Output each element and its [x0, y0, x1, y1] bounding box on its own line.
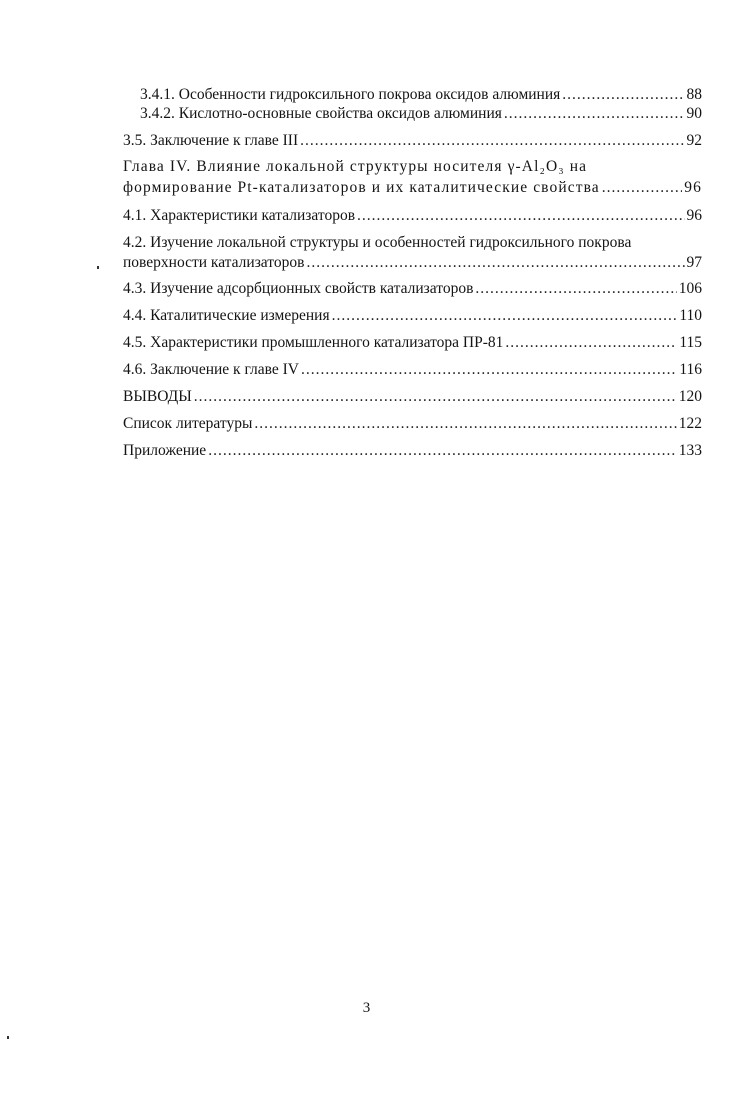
toc-entry-title: 3.5. Заключение к главе III — [123, 132, 299, 149]
toc-entry-title: поверхности катализаторов — [123, 254, 305, 271]
toc-entry-title: 3.4.2. Кислотно-основные свойства оксидов алюминия — [140, 105, 502, 122]
toc-entry-3-4-2[interactable] — [140, 104, 702, 124]
toc-entry-title: 4.6. Заключение к главе IV — [123, 361, 299, 378]
scan-speck — [7, 1036, 9, 1039]
toc-leader-dots — [332, 306, 678, 326]
toc-leader-dots — [301, 360, 677, 380]
toc-leader-dots — [357, 206, 684, 226]
toc-entry-3-5[interactable] — [123, 131, 702, 151]
toc-leader-dots — [300, 131, 684, 151]
toc-entry-4-4[interactable] — [123, 306, 702, 326]
toc-leader-dots — [504, 104, 685, 124]
toc-entry-page: 88 — [686, 86, 702, 103]
toc-entry-4-5[interactable] — [123, 333, 702, 353]
toc-leader-dots — [306, 253, 684, 273]
toc-leader-dots — [208, 441, 677, 461]
toc-entry-page: 106 — [678, 280, 702, 297]
toc-entry-4-3[interactable] — [123, 279, 702, 299]
toc-leader-dots — [505, 333, 677, 353]
toc-entry-3-4-1[interactable] — [140, 85, 702, 105]
toc-entry-page: 96 — [686, 207, 702, 224]
toc-entry-references[interactable] — [123, 414, 702, 434]
toc-entry-appendix[interactable] — [123, 441, 702, 461]
toc-entry-page: 122 — [678, 415, 702, 432]
toc-entry-title: 4.4. Каталитические измерения — [123, 307, 330, 324]
toc-leader-dots — [475, 279, 676, 299]
scan-speck — [97, 266, 99, 269]
page-number: 3 — [362, 1000, 371, 1016]
toc-entry-4-2[interactable] — [123, 253, 702, 273]
toc-chapter-4-line1[interactable]: Глава IV. Влияние локальной структуры носителя γ-Al₂O₃ на — [123, 158, 588, 175]
toc-entry-page: 110 — [679, 307, 702, 324]
toc-leader-dots — [602, 178, 683, 198]
toc-entry-page: 120 — [678, 388, 702, 405]
toc-entry-page: 90 — [686, 105, 702, 122]
toc-leader-dots — [562, 85, 684, 105]
toc-entry-page: 97 — [686, 254, 702, 271]
toc-chapter-4[interactable] — [123, 178, 702, 198]
toc-entry-title: Приложение — [123, 442, 207, 459]
toc-entry-title: 4.3. Изучение адсорбционных свойств катализаторов — [123, 280, 474, 297]
toc-entry-conclusions[interactable] — [123, 387, 702, 407]
toc-entry-title: Список литературы — [123, 415, 253, 432]
toc-entry-page: 133 — [678, 442, 702, 459]
toc-entry-page: 96 — [684, 179, 702, 196]
toc-entry-title: ВЫВОДЫ — [123, 388, 192, 405]
toc-entry-title: формирование Pt-катализаторов и их каталитические свойства — [123, 179, 600, 196]
toc-entry-page: 115 — [679, 334, 702, 351]
toc-entry-page: 116 — [679, 361, 702, 378]
toc-entry-title: 3.4.1. Особенности гидроксильного покрова оксидов алюминия — [140, 86, 561, 103]
toc-entry-page: 92 — [686, 132, 702, 149]
toc-entry-title: 4.1. Характеристики катализаторов — [123, 207, 356, 224]
toc-leader-dots — [194, 387, 677, 407]
toc-leader-dots — [254, 414, 676, 434]
toc-entry-title: 4.5. Характеристики промышленного катализатора ПР-81 — [123, 334, 504, 351]
toc-entry-4-6[interactable] — [123, 360, 702, 380]
toc-entry-4-1[interactable] — [123, 206, 702, 226]
toc-entry-4-2-line1[interactable]: 4.2. Изучение локальной структуры и особенностей гидроксильного покрова — [123, 234, 632, 251]
